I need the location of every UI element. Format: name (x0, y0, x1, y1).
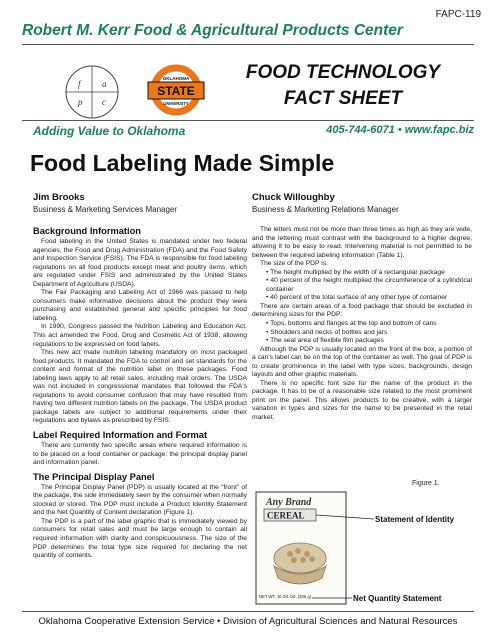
document-title: Food Labeling Made Simple (30, 150, 335, 176)
document-code: FAPC-119 (435, 9, 481, 20)
fact-sheet-title-line2: FACT SHEET (283, 88, 403, 109)
paragraph: Food labeling in the United States is mandated under two federal agencies, the Food and Drug Administration (FDA) and the Food Safety and Inspection Service (FSIS). The FDA is responsible for food labeling regulations on all food products except meat and poultry items, which are regulated under FSIS and administrated by the United States Department of Agriculture (USDA). (33, 238, 247, 288)
author-1-role: Business & Marketing Services Manager (33, 205, 178, 214)
figure-label-quantity: Net Quantity Statement (353, 594, 442, 603)
heading-background: Background Information (33, 226, 141, 236)
center-name-heading: Robert M. Kerr Food & Agricultural Products Center (22, 22, 403, 39)
paragraph: The Principal Display Panel (PDP) is usually located at the “front” of the package, the side immediately seen by the consumer when normally stocked or stored. The PDP must include a Product Identity Statement and the Net Quantity of Content declaration (Figure 1). (33, 483, 247, 517)
author-2-role: Business & Marketing Relations Manager (252, 205, 399, 214)
author-1-name: Jim Brooks (33, 192, 85, 203)
paragraph: The PDP is a part of the label graphic that is immediately viewed by consumers for retail sales and must be large enough to contain all required information with clarity and conspicuousness. The size of the PDP determines the total type size required for declaring the net quantity of contents. (33, 517, 247, 560)
paragraph: Although the PDP is usually located on the front of the box, a portion of a can's label can be on the top of the container as well. The goal of PDP is to create prominence in the label with type sizes, backgrounds, design layouts and other graphic materials. (252, 345, 472, 379)
cereal-box-figure (252, 478, 474, 608)
bullet-item: • Tops, bottoms and flanges at the top and bottom of cans (266, 320, 437, 328)
figure-label-identity: Statement of Identity (375, 515, 455, 524)
figure-caption: Figure 1. (412, 480, 440, 487)
logo-letter-f: f (78, 79, 81, 89)
fact-sheet-title-line1: FOOD TECHNOLOGY (245, 62, 441, 83)
figure-net-weight: NET WT. 10 3/4 OZ. (305 g) (259, 594, 312, 599)
bullet-item: • The height multiplied by the width of a rectangular package (266, 268, 445, 276)
logo-oklahoma: OKLAHOMA (162, 76, 190, 81)
paragraph: This new act made nutrition labeling mandatory on most packaged food products. It mandated the FDA to control and set standards for the content and format of the nutrition label on these packages. Food labeling laws apply to all retail sales, including mail orders. The USDA was not included in congressional mandates that followed the FDA's regulations to avoid consumer confusion that may have resulted from having two different nutrition labels on the package. The USDA product package labels are subject to additional requirements under their regulations and bylaws as prescribed by FSIS. (33, 349, 247, 425)
bullet-item: • Shoulders and necks of bottles and jars (266, 328, 388, 336)
logo-university: UNIVERSITY (163, 101, 189, 106)
header-bottom-rule (22, 120, 474, 121)
right-text-column (252, 226, 472, 423)
logo-state: STATE (157, 84, 195, 98)
paragraph: In 1990, Congress passed the Nutrition Labeling and Education Act. This act amended the Food, Drug and Cosmetic Act of 1938, allowing regulations to be expressed on food labels. (33, 323, 247, 348)
bullet-item: • The seal area of flexible film packages (266, 337, 384, 345)
paragraph: There are certain areas of a food package that should be excluded in determining sizes for the PDP: (252, 302, 472, 319)
footer-text: Oklahoma Cooperative Extension Service • Division of Agricultural Sciences and Natural Resources (38, 616, 458, 627)
figure-product-name: CEREAL (267, 510, 305, 521)
paragraph: There is no specific font size for the name of the product in the package. It has to be of a reasonable size related to the most prominent print on the panel. This allows products to be creative, with a larger variation in types and sizes for the name to be presented in the retail market. (252, 379, 472, 422)
figure-brand: Any Brand (266, 497, 312, 508)
heading-required-info: Label Required Information and Format (33, 430, 208, 441)
logo-letter-a: a (102, 79, 107, 89)
fapc-osu-logo (56, 60, 216, 124)
paragraph: There are currently two specific areas where required information is to be placed on a food container or package: the principal display panel and information panel. (33, 442, 247, 467)
author-2-name: Chuck Willoughby (252, 192, 335, 203)
logo-letter-c: c (102, 97, 106, 107)
paragraph: The letters must not be more than three times as high as they are wide, and the lettering must contrast with the background to a higher degree, allowing it to be easy to read. Intervening material is not permitted to be between the required labeling information (Table 1). (252, 226, 472, 259)
left-text-column (33, 226, 247, 561)
footer-rule (22, 611, 474, 612)
contact-info: 405-744-6071 • www.fapc.biz (326, 124, 474, 136)
header-top-rule (22, 44, 474, 45)
logo-letter-p: p (78, 97, 83, 107)
paragraph: The Fair Packaging and Labeling Act of 1966 was passed to help consumers make informative decisions about the product they were purchasing and established general and specific principles for food labeling. (33, 289, 247, 322)
heading-principal-display-panel: The Principal Display Panel (33, 471, 155, 482)
bullet-item: • 40 percent of the height multiplied the circumference of a cylindrical container (266, 277, 472, 293)
tagline: Adding Value to Oklahoma (33, 124, 186, 138)
bullet-item: • 40 percent of the total surface of any other type of container (266, 294, 448, 302)
paragraph: The size of the PDP is: (260, 260, 328, 268)
